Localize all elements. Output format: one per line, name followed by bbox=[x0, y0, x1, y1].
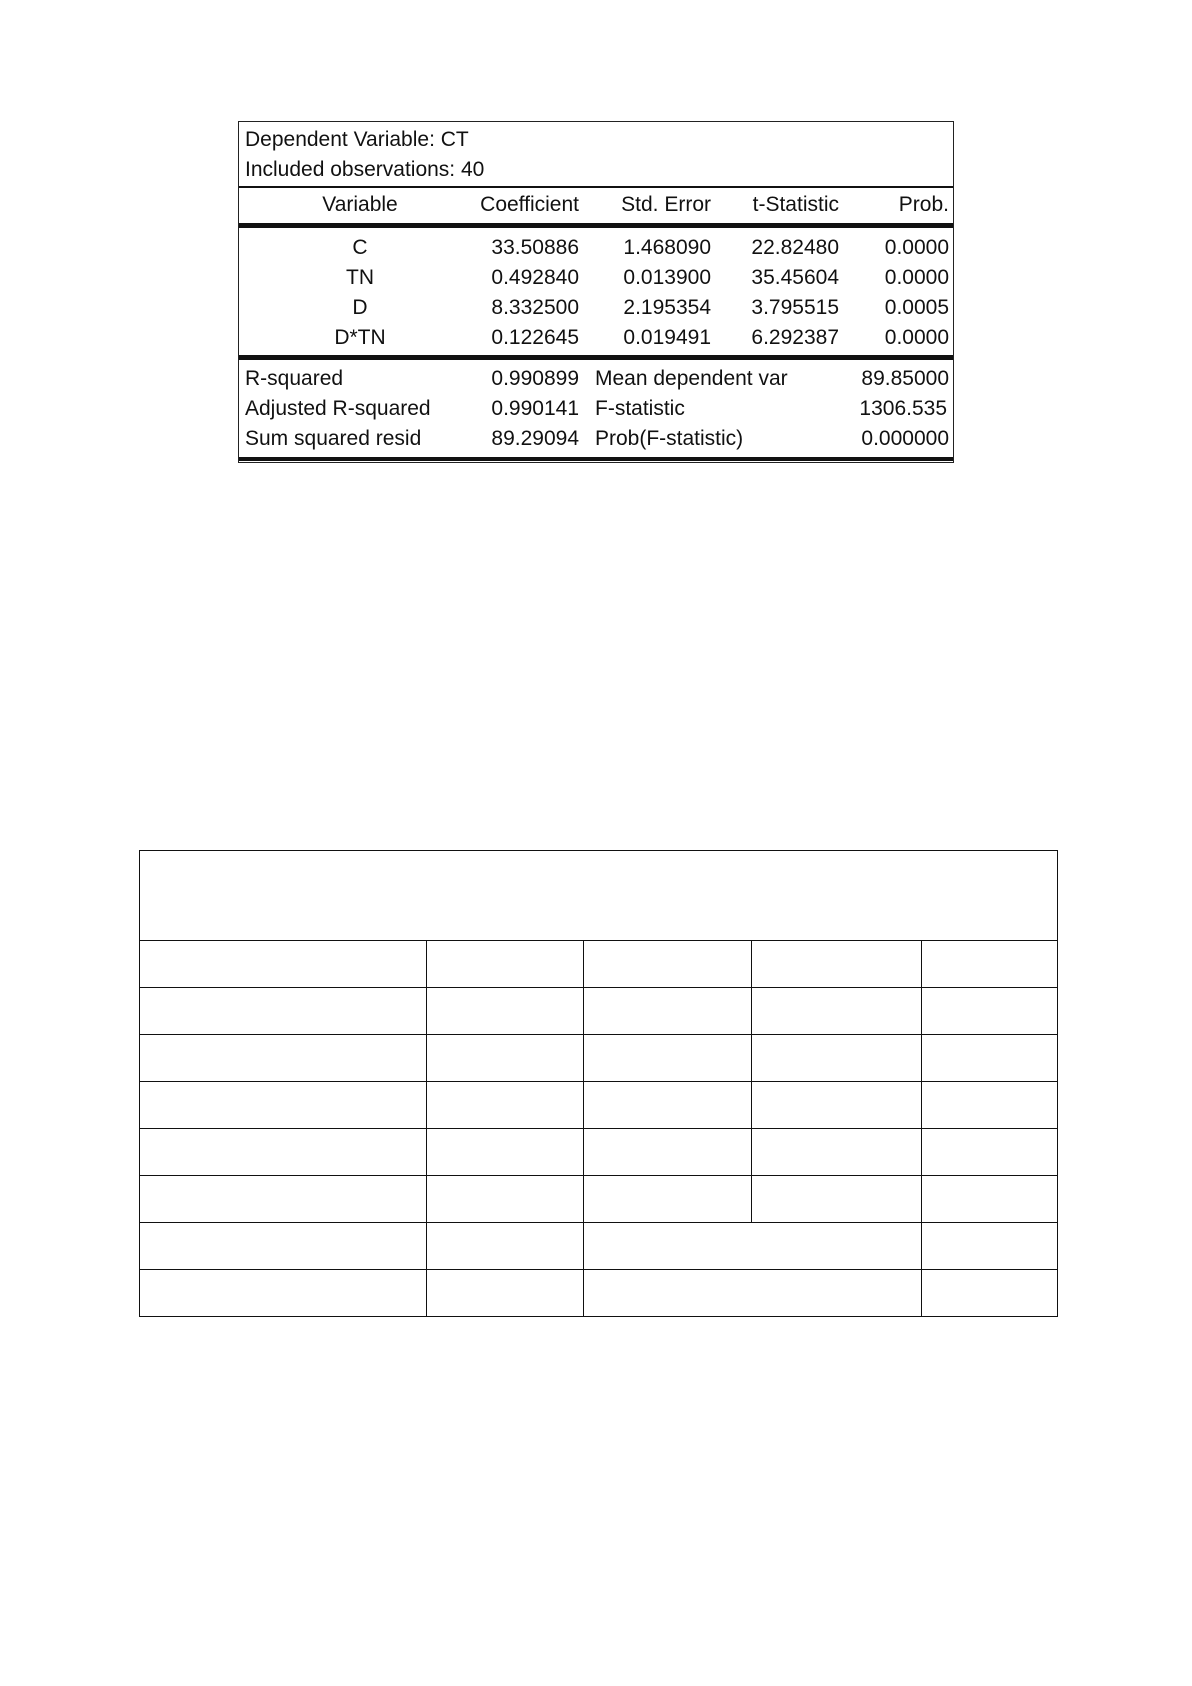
coefficient-cell: 8.332500 bbox=[491, 296, 579, 319]
table-cell[interactable] bbox=[752, 1129, 922, 1176]
std-error-cell: 0.013900 bbox=[623, 266, 711, 289]
table-cell[interactable] bbox=[584, 1176, 752, 1223]
stat-label: Sum squared resid bbox=[245, 427, 422, 450]
t-statistic-cell: 35.45604 bbox=[751, 266, 839, 289]
table-cell[interactable] bbox=[922, 1176, 1058, 1223]
col-prob: Prob. bbox=[898, 193, 949, 216]
table-row bbox=[245, 324, 947, 352]
table-cell[interactable] bbox=[922, 941, 1058, 988]
table-cell[interactable] bbox=[427, 1270, 584, 1317]
header-divider bbox=[239, 186, 953, 188]
table-cell[interactable] bbox=[584, 941, 752, 988]
stats-row bbox=[245, 395, 947, 423]
dependent-variable-line: Dependent Variable: CT bbox=[245, 128, 469, 151]
table-row bbox=[245, 234, 947, 262]
stat-value-2: 89.85000 bbox=[861, 367, 949, 390]
table-cell[interactable] bbox=[922, 1082, 1058, 1129]
table-row bbox=[245, 294, 947, 322]
stat-value-2: 0.000000 bbox=[861, 427, 949, 450]
table-cell[interactable] bbox=[140, 1223, 427, 1270]
variable-cell: D*TN bbox=[334, 326, 386, 349]
table-cell[interactable] bbox=[140, 941, 427, 988]
regression-output-table bbox=[238, 121, 954, 463]
table-cell[interactable] bbox=[922, 1129, 1058, 1176]
table-cell[interactable] bbox=[922, 1223, 1058, 1270]
table-cell[interactable] bbox=[140, 1176, 427, 1223]
col-std-error: Std. Error bbox=[621, 193, 711, 216]
variable-cell: TN bbox=[346, 266, 374, 289]
coefficient-cell: 33.50886 bbox=[491, 236, 579, 259]
stat-value: 0.990899 bbox=[491, 367, 579, 390]
prob-cell: 0.0000 bbox=[884, 326, 949, 349]
table-cell[interactable] bbox=[427, 1129, 584, 1176]
coefficient-cell: 0.122645 bbox=[491, 326, 579, 349]
table-cell[interactable] bbox=[427, 941, 584, 988]
stats-row bbox=[245, 425, 947, 453]
table-cell[interactable] bbox=[584, 1270, 922, 1317]
t-statistic-cell: 6.292387 bbox=[751, 326, 839, 349]
column-header-row bbox=[245, 191, 947, 219]
table-cell[interactable] bbox=[427, 1223, 584, 1270]
table-row bbox=[245, 264, 947, 292]
table-cell[interactable] bbox=[752, 1176, 922, 1223]
prob-cell: 0.0005 bbox=[884, 296, 949, 319]
table-cell[interactable] bbox=[584, 988, 752, 1035]
table-header-cell[interactable] bbox=[140, 851, 1058, 941]
stat-label-2: F-statistic bbox=[595, 397, 685, 420]
t-statistic-cell: 22.82480 bbox=[751, 236, 839, 259]
table-cell[interactable] bbox=[140, 1082, 427, 1129]
col-t-statistic: t-Statistic bbox=[752, 193, 839, 216]
stat-value-2: 1306.535 bbox=[859, 397, 947, 420]
observations-line: Included observations: 40 bbox=[245, 158, 485, 181]
table-cell[interactable] bbox=[752, 988, 922, 1035]
table-cell[interactable] bbox=[427, 1035, 584, 1082]
stat-label: R-squared bbox=[245, 367, 344, 390]
table-cell[interactable] bbox=[752, 1035, 922, 1082]
t-statistic-cell: 3.795515 bbox=[751, 296, 839, 319]
columns-divider bbox=[239, 223, 953, 228]
variable-cell: D bbox=[352, 296, 368, 319]
stat-label: Adjusted R-squared bbox=[245, 397, 431, 420]
table-cell[interactable] bbox=[427, 1176, 584, 1223]
empty-answer-table bbox=[139, 850, 1058, 1317]
table-cell[interactable] bbox=[752, 941, 922, 988]
std-error-cell: 1.468090 bbox=[623, 236, 711, 259]
table-cell[interactable] bbox=[584, 1035, 752, 1082]
stat-value: 0.990141 bbox=[491, 397, 579, 420]
table-cell[interactable] bbox=[752, 1082, 922, 1129]
table-cell[interactable] bbox=[140, 988, 427, 1035]
stat-value: 89.29094 bbox=[491, 427, 579, 450]
bottom-rule bbox=[239, 457, 953, 461]
table-cell[interactable] bbox=[427, 1082, 584, 1129]
table-cell[interactable] bbox=[427, 988, 584, 1035]
prob-cell: 0.0000 bbox=[884, 236, 949, 259]
table-cell[interactable] bbox=[922, 1270, 1058, 1317]
col-coefficient: Coefficient bbox=[480, 193, 579, 216]
coefficient-cell: 0.492840 bbox=[491, 266, 579, 289]
prob-cell: 0.0000 bbox=[884, 266, 949, 289]
table-cell[interactable] bbox=[922, 1035, 1058, 1082]
stat-label-2: Prob(F-statistic) bbox=[595, 427, 744, 450]
stats-divider bbox=[239, 355, 953, 360]
table-cell[interactable] bbox=[140, 1035, 427, 1082]
table-cell[interactable] bbox=[584, 1082, 752, 1129]
table-cell[interactable] bbox=[584, 1223, 922, 1270]
std-error-cell: 0.019491 bbox=[623, 326, 711, 349]
table-cell[interactable] bbox=[922, 988, 1058, 1035]
table-cell[interactable] bbox=[584, 1129, 752, 1176]
stats-row bbox=[245, 365, 947, 393]
col-variable: Variable bbox=[322, 193, 398, 216]
variable-cell: C bbox=[352, 236, 368, 259]
table-cell[interactable] bbox=[140, 1129, 427, 1176]
std-error-cell: 2.195354 bbox=[623, 296, 711, 319]
stat-label-2: Mean dependent var bbox=[595, 367, 788, 390]
table-cell[interactable] bbox=[140, 1270, 427, 1317]
